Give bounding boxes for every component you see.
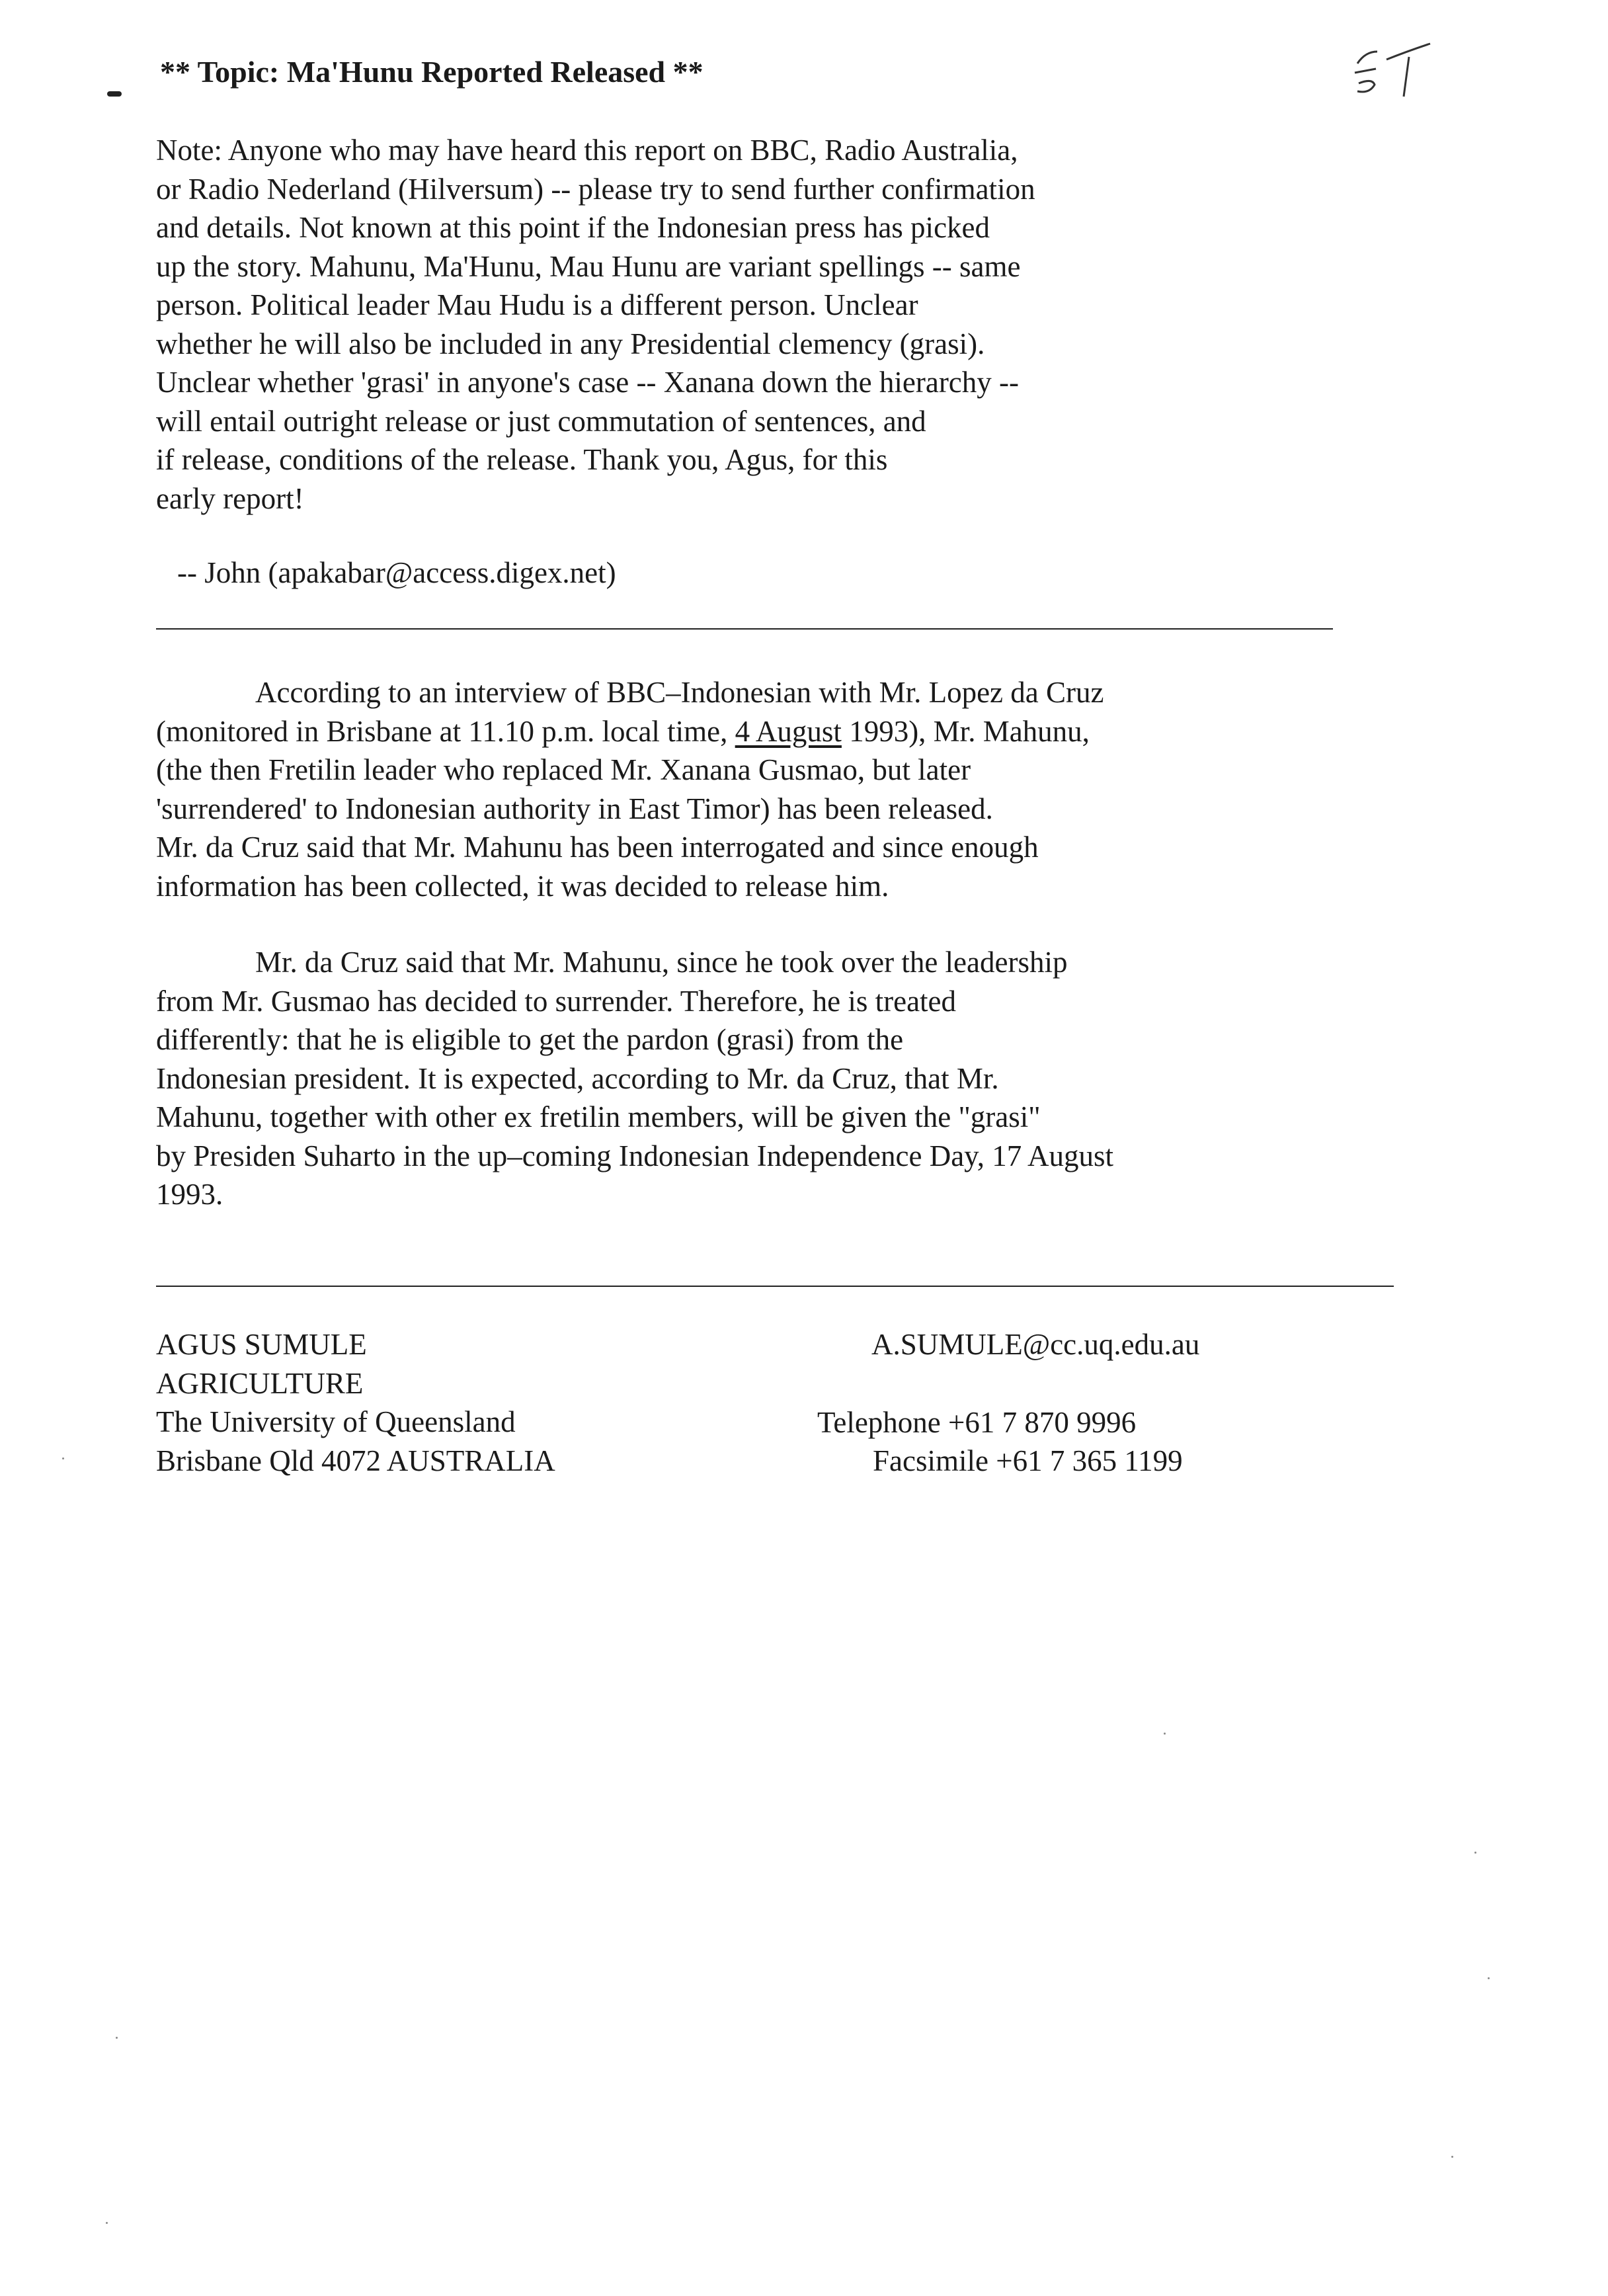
paragraph-line: from Mr. Gusmao has decided to surrender. Therefore, he is treated	[156, 984, 957, 1018]
paragraph-line: Indonesian president. It is expected, according to Mr. da Cruz, that Mr.	[156, 1061, 999, 1095]
sender-department: AGRICULTURE	[156, 1366, 364, 1400]
divider	[156, 1286, 1394, 1287]
report-paragraph-2	[156, 943, 1113, 1214]
paragraph-line: information has been collected, it was decided to release him.	[156, 869, 889, 903]
note-line: early report!	[156, 481, 304, 515]
divider	[156, 628, 1333, 630]
scan-speck	[116, 2037, 118, 2039]
handwritten-page-number	[1346, 25, 1438, 104]
paragraph-line: 1993.	[156, 1178, 223, 1211]
scan-speck	[1488, 1977, 1490, 1979]
note-line: Unclear whether 'grasi' in anyone's case -- Xanana down the hierarchy --	[156, 366, 1019, 399]
scan-speck	[1451, 2156, 1453, 2158]
topic-heading: ** Topic: Ma'Hunu Reported Released **	[160, 55, 704, 89]
underlined-date: 4 August	[735, 714, 842, 748]
scan-speck	[106, 2222, 108, 2224]
sender-address-block	[156, 1325, 555, 1480]
sender-telephone: Telephone +61 7 870 9996	[817, 1406, 1137, 1439]
editor-note	[156, 131, 1035, 518]
note-line: up the story. Mahunu, Ma'Hunu, Mau Hunu are variant spellings -- same	[156, 249, 1021, 283]
paragraph-line: Mr. da Cruz said that Mr. Mahunu has been interrogated and since enough	[156, 831, 1039, 864]
sender-name: AGUS SUMULE	[156, 1328, 367, 1361]
paragraph-line: (the then Fretilin leader who replaced Mr. Xanana Gusmao, but later	[156, 753, 971, 786]
paragraph-line	[156, 943, 1113, 982]
report-paragraph-1	[156, 673, 1104, 905]
scan-speck	[1474, 1852, 1476, 1854]
sender-address: Brisbane Qld 4072 AUSTRALIA	[156, 1444, 555, 1477]
note-line: and details. Not known at this point if the Indonesian press has picked	[156, 211, 990, 244]
sender-facsimile: Facsimile +61 7 365 1199	[873, 1444, 1183, 1477]
paragraph-text: According to an interview of BBC–Indonesian with Mr. Lopez da Cruz	[255, 676, 1104, 709]
note-line: person. Political leader Mau Hudu is a different person. Unclear	[156, 288, 918, 321]
paragraph-line: differently: that he is eligible to get the pardon (grasi) from the	[156, 1023, 904, 1056]
paragraph-text: 1993), Mr. Mahunu,	[841, 714, 1090, 748]
note-line: if release, conditions of the release. Thank you, Agus, for this	[156, 443, 888, 476]
paragraph-line: 'surrendered' to Indonesian authority in East Timor) has been released.	[156, 792, 993, 825]
scan-speck	[1164, 1733, 1166, 1735]
paragraph-line	[156, 712, 1104, 751]
paragraph-line: Mahunu, together with other ex fretilin members, will be given the "grasi"	[156, 1100, 1041, 1133]
note-line: or Radio Nederland (Hilversum) -- please try to send further confirmation	[156, 172, 1035, 206]
sender-email: A.SUMULE@cc.uq.edu.au	[871, 1328, 1200, 1361]
note-line: Note: Anyone who may have heard this report on BBC, Radio Australia,	[156, 134, 1018, 167]
note-line: will entail outright release or just commutation of sentences, and	[156, 404, 926, 438]
paragraph-line: by Presiden Suharto in the up–coming Indonesian Independence Day, 17 August	[156, 1139, 1114, 1172]
stray-mark	[107, 91, 122, 97]
paragraph-line	[156, 673, 1104, 712]
paragraph-text: Mr. da Cruz said that Mr. Mahunu, since he took over the leadership	[255, 946, 1068, 979]
scan-speck	[62, 1457, 64, 1459]
note-line: whether he will also be included in any Presidential clemency (grasi).	[156, 327, 985, 360]
sender-university: The University of Queensland	[156, 1405, 516, 1438]
note-signature: -- John (apakabar@access.digex.net)	[177, 556, 616, 589]
paragraph-text: (monitored in Brisbane at 11.10 p.m. local time,	[156, 714, 735, 748]
